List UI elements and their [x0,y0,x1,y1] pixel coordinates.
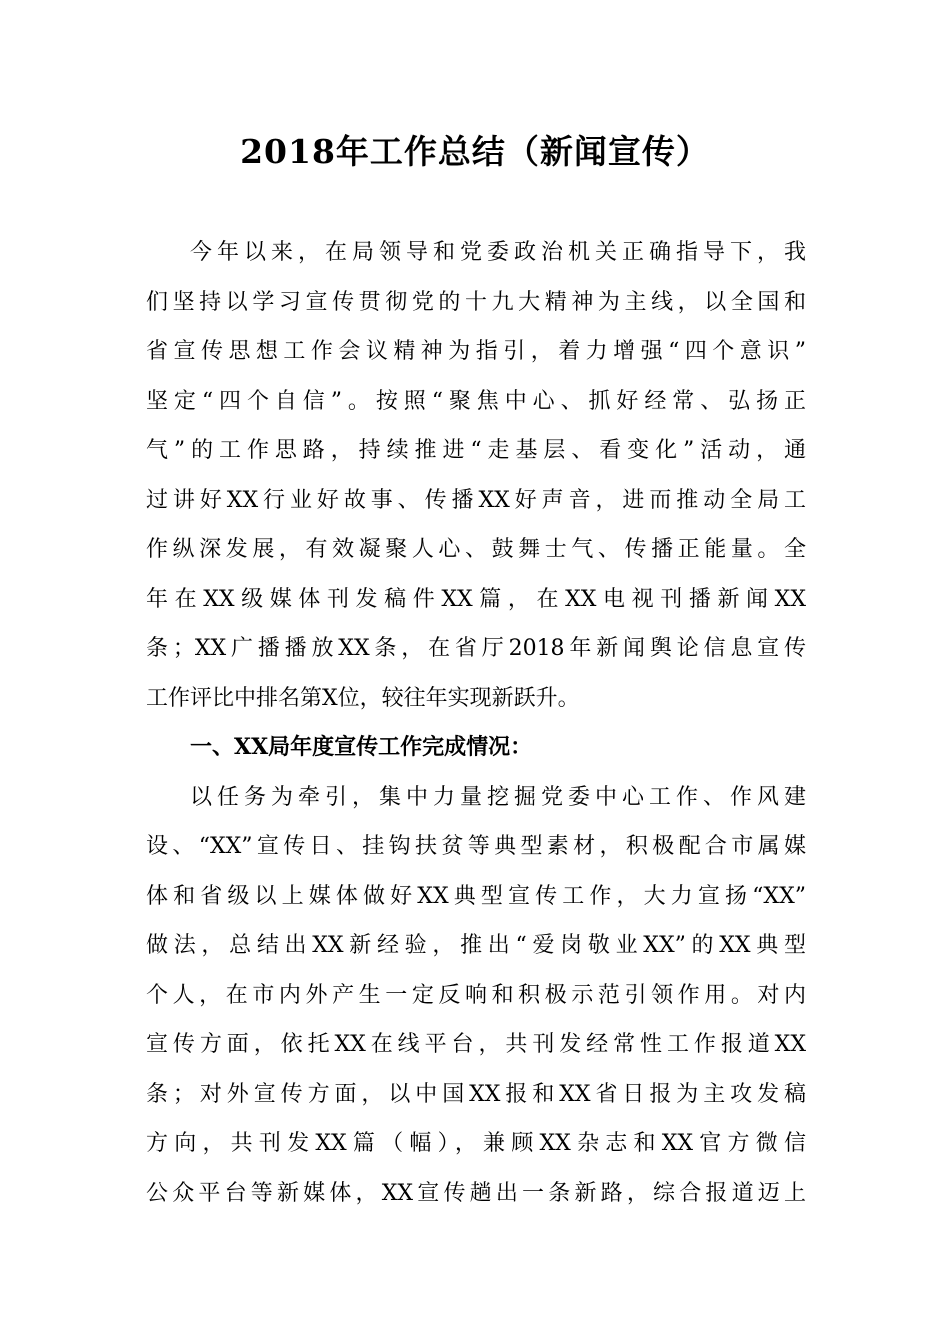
paragraph-line: 过讲好XX行业好故事、传播XX好声音，进而推动全局工 [146,487,806,513]
paragraph-line: 省宣传思想工作会议精神为指引，着力增强“四个意识” [146,339,806,364]
paragraph-line: 今年以来，在局领导和党委政治机关正确指导下，我 [190,240,806,265]
paragraph-line: 年在XX级媒体刊发稿件XX篇，在XX电视刊播新闻XX [146,586,806,612]
paragraph-line: 方向，共刊发XX篇（幅），兼顾XX杂志和XX官方微信 [146,1131,806,1156]
paragraph-line: 做法，总结出XX新经验，推出“爱岗敬业XX”的XX典型 [146,933,806,958]
paragraph-line: 个人，在市内外产生一定反响和积极示范引领作用。对内 [146,982,806,1008]
document-body [146,228,806,1218]
section-heading: 一、XX局年度宣传工作完成情况： [190,734,533,760]
paragraph-line: 以任务为牵引，集中力量挖掘党委中心工作、作风建 [190,784,806,810]
paragraph-line: 设、“XX”宣传日、挂钩扶贫等典型素材，积极配合市属媒 [146,834,806,859]
paragraph-line: 气”的工作思路，持续推进“走基层、看变化”活动，通 [146,438,806,463]
paragraph-line: 工作评比中排名第X位，较往年实现新跃升。 [146,685,580,711]
paragraph-line: 条；XX广播播放XX条，在省厅2018年新闻舆论信息宣传 [146,636,806,661]
paragraph-line: 公众平台等新媒体，XX宣传趟出一条新路，综合报道迈上 [146,1180,806,1206]
paragraph-line: 坚定“四个自信”。按照“聚焦中心、抓好经常、弘扬正 [146,388,806,414]
paragraph-line: 们坚持以学习宣传贯彻党的十九大精神为主线，以全国和 [146,289,806,315]
document-title: 2018年工作总结（新闻宣传） [240,132,710,171]
paragraph-line: 条；对外宣传方面，以中国XX报和XX省日报为主攻发稿 [146,1081,806,1107]
paragraph-line: 宣传方面，依托XX在线平台，共刊发经常性工作报道XX [146,1032,806,1057]
paragraph-line: 体和省级以上媒体做好XX典型宣传工作，大力宣扬“XX” [146,883,806,909]
paragraph-line: 作纵深发展，有效凝聚人心、鼓舞士气、传播正能量。全 [146,537,806,562]
